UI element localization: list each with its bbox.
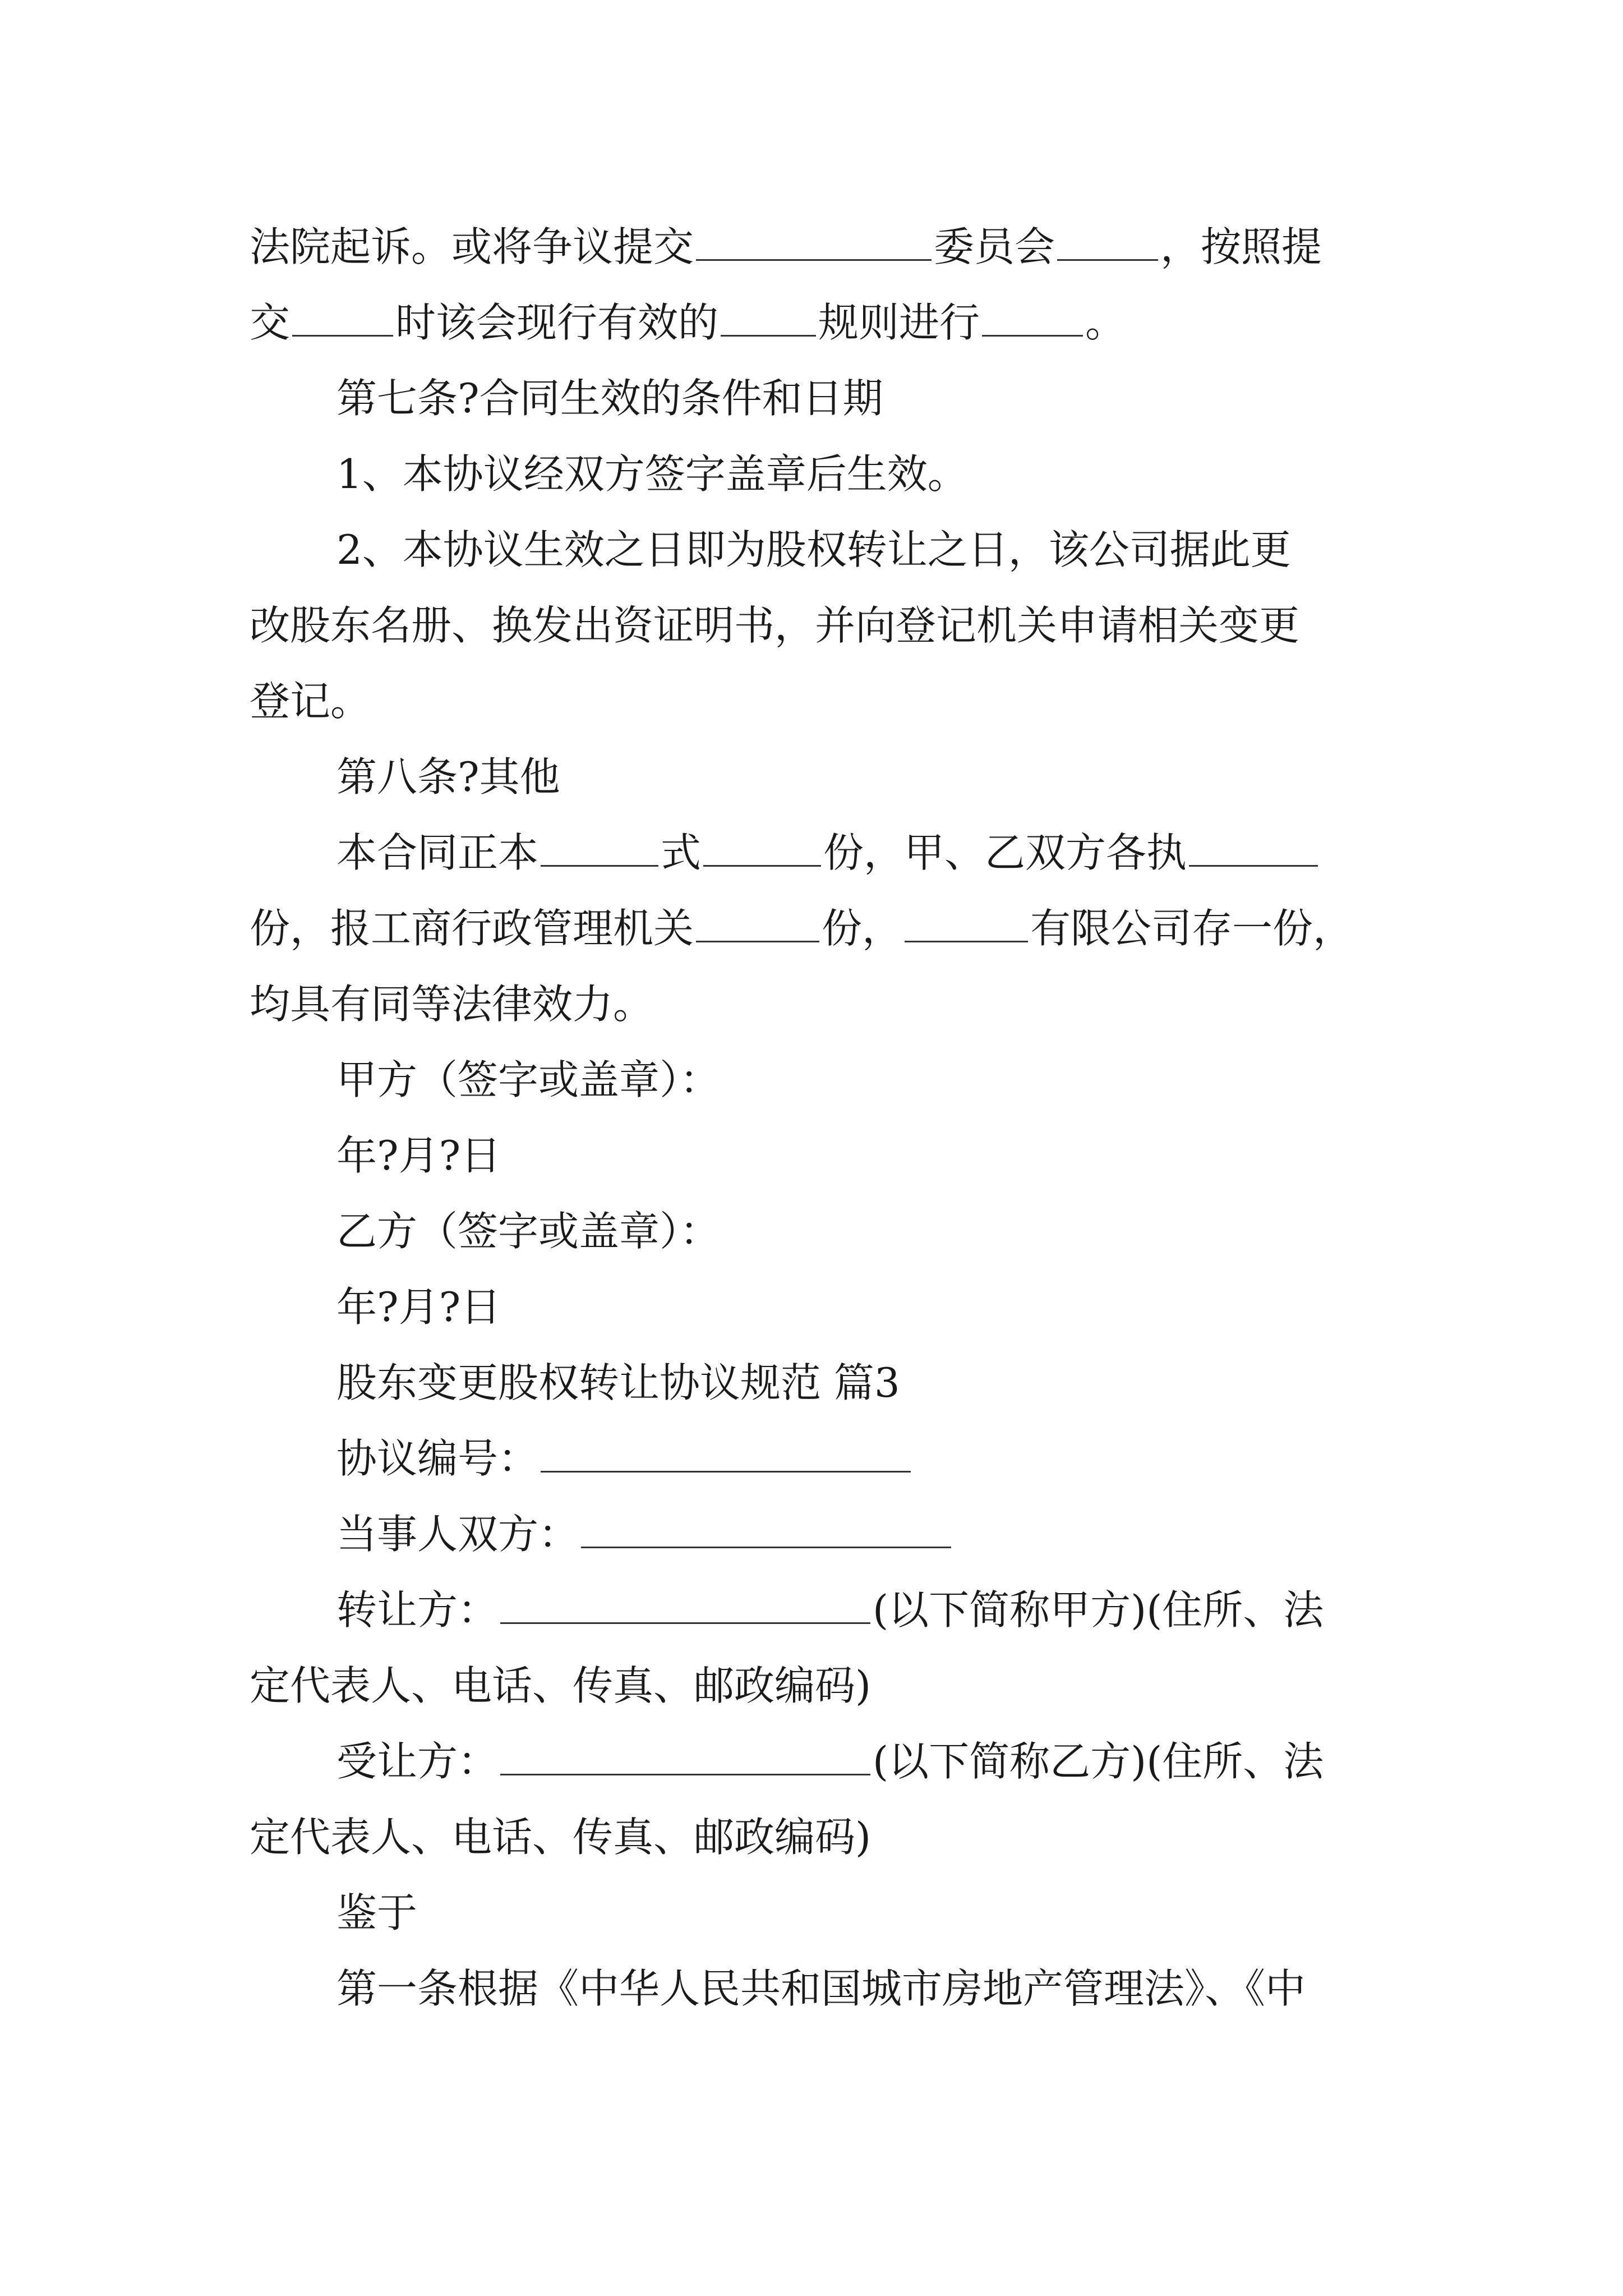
party-b-signature-label: 乙方（签字或盖章）： [336, 1208, 721, 1255]
text-segment: 。 [1085, 299, 1126, 346]
article-8-line-1 [0, 816, 1623, 889]
article-1-line-1: 第一条根据《中华人民共和国城市房地产管理法》、《中 [336, 1965, 1306, 2012]
blank-field-copies-count [703, 830, 821, 867]
blank-field-location [1057, 224, 1158, 261]
party-a-signature-label: 甲方（签字或盖章）： [336, 1056, 721, 1103]
blank-field-copies-format [541, 830, 658, 867]
blank-field-transferor [500, 1588, 870, 1624]
text-segment: 交 [250, 299, 291, 346]
text-segment: 法院起诉。或将争议提交 [250, 223, 694, 270]
blank-field-rules [721, 300, 816, 337]
parties-line [0, 1498, 1623, 1571]
whereas-heading: 鉴于 [336, 1889, 418, 1936]
blank-field-copies-each [1189, 830, 1318, 867]
text-segment: 份， [822, 905, 903, 952]
text-segment: 式 [661, 829, 702, 876]
parties-label: 当事人双方： [336, 1511, 579, 1558]
text-segment: 本合同正本 [336, 829, 539, 876]
article-8-line-2 [0, 892, 1623, 965]
article-7-para-2-line-3: 登记。 [250, 678, 371, 725]
blank-field-arbitration-body [696, 224, 932, 261]
article-7-para-2-line-2: 改股东名册、换发出资证明书，并向登记机关申请相关变更 [250, 602, 1300, 649]
transferor-label: 转让方： [336, 1586, 499, 1634]
transferee-line-2: 定代表人、电话、传真、邮政编码) [250, 1814, 872, 1861]
agreement-number-label: 协议编号： [336, 1435, 539, 1482]
agreement-number-line [0, 1422, 1623, 1495]
blank-field-procedure [982, 300, 1083, 337]
transferee-label: 受让方： [336, 1738, 499, 1785]
transferor-line-1 [0, 1573, 1623, 1646]
text-segment: 份，甲、乙双方各执 [823, 829, 1187, 876]
party-b-date: 年?月?日 [336, 1283, 501, 1331]
text-segment: 时该会现行有效的 [395, 299, 719, 346]
article-7-title: 第七条?合同生效的条件和日期 [336, 375, 883, 422]
article-8-line-3: 均具有同等法律效力。 [250, 981, 654, 1028]
dispute-clause-line-1 [0, 210, 1623, 283]
article-7-para-2-line-1: 2、本协议生效之日即为股权转让之日，该公司据此更 [336, 526, 1291, 573]
text-segment: (以下简称乙方)(住所、法 [873, 1738, 1324, 1785]
dispute-clause-line-2 [0, 286, 1623, 359]
transferor-line-2: 定代表人、电话、传真、邮政编码) [250, 1662, 872, 1709]
party-a-date: 年?月?日 [336, 1132, 501, 1179]
article-7-para-1: 1、本协议经双方签字盖章后生效。 [336, 450, 968, 498]
blank-field-company-name [905, 906, 1028, 942]
blank-field-time [292, 300, 393, 337]
blank-field-agreement-number [541, 1436, 911, 1473]
text-segment: (以下简称甲方)(住所、法 [873, 1586, 1324, 1634]
section-title: 股东变更股权转让协议规范 篇3 [336, 1359, 900, 1406]
blank-field-transferee [500, 1739, 870, 1775]
blank-field-copies-registry [696, 906, 819, 942]
text-segment: 有限公司存一份， [1030, 905, 1354, 952]
text-segment: 委员会 [934, 223, 1055, 270]
text-segment: 规则进行 [818, 299, 980, 346]
text-segment: ，按照提 [1160, 223, 1322, 270]
text-segment: 份，报工商行政管理机关 [250, 905, 694, 952]
article-8-title: 第八条?其他 [336, 753, 560, 800]
blank-field-parties [581, 1512, 951, 1548]
transferee-line-1 [0, 1725, 1623, 1798]
